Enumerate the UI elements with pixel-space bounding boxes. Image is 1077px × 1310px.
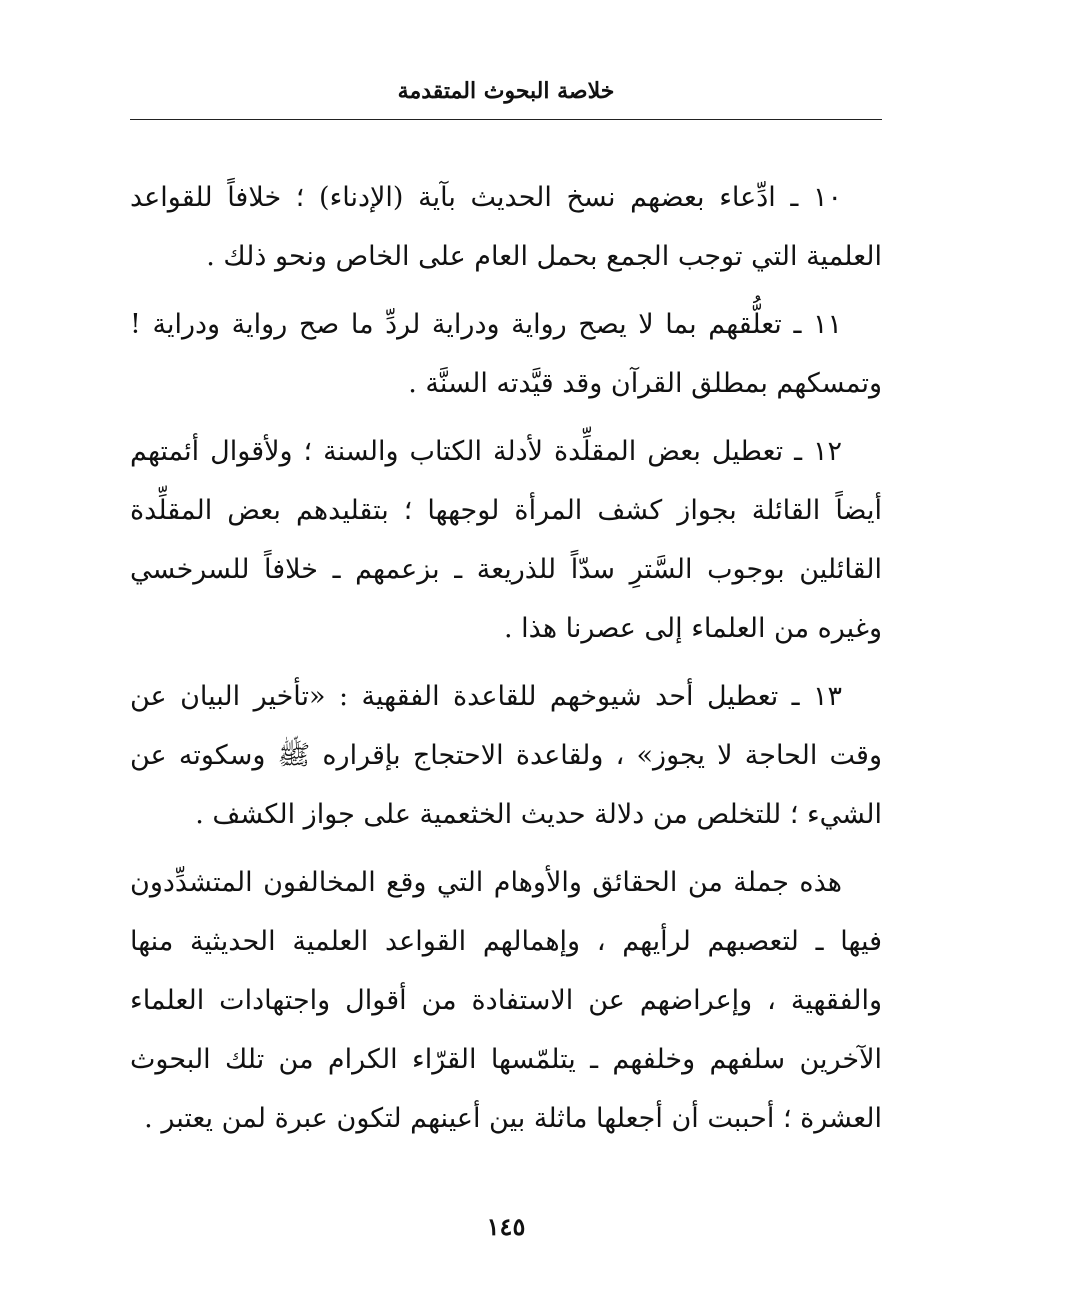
header-rule (130, 119, 882, 120)
paragraph-item-12: ١٢ ـ تعطيل بعض المقلِّدة لأدلة الكتاب والسنة ؛ ولأقوال أئمتهم أيضاً القائلة بجواز كشف المرأة لوجهها ؛ بتقليدهم بعض المقلِّدة القائلين بوجوب السَّترِ سدّاً للذريعة ـ بزعمهم ـ خلافاً للسرخسي وغيره من العلماء إلى عصرنا هذا . (130, 436, 882, 644)
body-text (130, 168, 882, 1157)
running-title: خلاصة البحوث المتقدمة (397, 78, 615, 104)
paragraph-item-10: ١٠ ـ ادِّعاء بعضهم نسخ الحديث بآية (الإدناء) ؛ خلافاً للقواعد العلمية التي توجب الجمع بحمل العام على الخاص ونحو ذلك . (130, 182, 882, 272)
page-number: ١٤٥ (486, 1212, 526, 1241)
paragraph-item-13: ١٣ ـ تعطيل أحد شيوخهم للقاعدة الفقهية : «تأخير البيان عن وقت الحاجة لا يجوز» ، ولقاعدة الاحتجاج بإقراره ﷺ وسكوته عن الشيء ؛ للتخلص من دلالة حديث الخثعمية على جواز الكشف . (130, 681, 882, 830)
paragraph-item-11: ١١ ـ تعلُّقهم بما لا يصح رواية ودراية لردِّ ما صح رواية ودراية ! وتمسكهم بمطلق القرآن وقد قيَّدته السنَّة . (130, 309, 882, 399)
closing-paragraph: هذه جملة من الحقائق والأوهام التي وقع المخالفون المتشدِّدون فيها ـ لتعصبهم لرأيهم ، وإهمالهم القواعد العلمية الحديثية منها والفقهية ، وإعراضهم عن الاستفادة من أقوال واجتهادات العلماء الآخرين سلفهم وخلفهم ـ يتلمّسها القرّاء الكرام من تلك البحوث العشرة ؛ أحببت أن أجعلها ماثلة بين أعينهم لتكون عبرة لمن يعتبر . (130, 867, 882, 1134)
